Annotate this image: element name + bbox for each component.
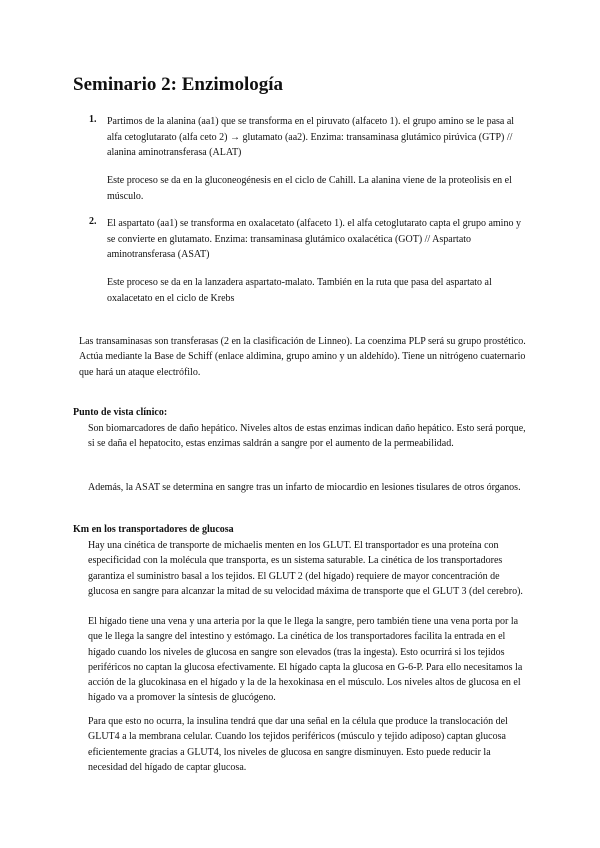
clinico-paragraph-1: Son biomarcadores de daño hepático. Niveles altos de estas enzimas indican daño hepático. Esto será porque, si se daña el hepatocito, estas enzimas saldrán a sangre por el aumento de la permeabilidad. <box>88 423 526 450</box>
transaminasas-paragraph: Las transaminasas son transferasas (2 en la clasificación de Linneo). La coenzima PLP será su grupo prostético. Actúa mediante la Base de Schiff (enlace aldimina, grupo amino y un aldehído). Tiene un nitrógeno cuaternario que hará un ataque electrófilo. <box>79 336 526 378</box>
clinico-paragraph-2: Además, la ASAT se determina en sangre tras un infarto de miocardio en lesiones tisulares de otros órganos. <box>88 482 521 493</box>
km-paragraph-1: Hay una cinética de transporte de michaelis menten en los GLUT. El transportador es una proteína con especificidad con la molécula que transporta, es un sistema saturable. La cinética de los transportadores garantiza el suministro basal a los tejidos. El GLUT 2 (del hígado) requiere de mayor concentración de glucosa en sangre para alcanzar la mitad de su velocidad máxima de transporte que el GLUT 3 (del cerebro). <box>88 540 523 597</box>
clinico-heading: Punto de vista clínico: <box>73 407 168 418</box>
list-item-note: Este proceso se da en la gluconeogénesis en el ciclo de Cahill. La alanina viene de la proteolisis en el músculo. <box>107 175 512 202</box>
km-heading: Km en los transportadores de glucosa <box>73 524 234 535</box>
km-paragraph-2: El hígado tiene una vena y una arteria por la que le llega la sangre, pero también tiene una vena porta por la que le llega la sangre del intestino y estómago. La cinética de los transportadores facilita la entrada en el hígado cuando los niveles de glucosa en sangre son elevados (tras la ingesta). Esto ocurrirá si los tejidos periféricos no captan la glucosa efectivamente. El hígado capta la glucosa en G-6-P. Para ello necesitamos la acción de la glucokinasa en el hígado y la de la hexokinasa en el músculo. Los niveles altos de glucosa en el hígado va a promover la síntesis de glucógeno. <box>88 616 523 704</box>
list-item-text: Partimos de la alanina (aa1) que se transforma en el piruvato (alfaceto 1). el grupo amino se le pasa al alfa cetoglutarato (alfa ceto 2) → glutamato (aa2). Enzima: transaminasa glutámico pirúvica (GTP) // alanina aminotransferasa (ALAT) <box>107 116 515 158</box>
list-item-text: El aspartato (aa1) se transforma en oxalacetato (alfaceto 1). el alfa cetoglutarato capta el grupo amino y se convierte en glutamato. Enzima: transaminasa glutámico oxalacética (GOT) // Aspartato aminotransferasa (ASAT) <box>107 218 521 260</box>
list-item-number: 1. <box>89 114 97 125</box>
list-item-number: 2. <box>89 216 97 227</box>
km-paragraph-3: Para que esto no ocurra, la insulina tendrá que dar una señal en la célula que produce la translocación del GLUT4 a la membrana celular. Cuando los tejidos periféricos (músculo y tejido adiposo) captan glucosa eficientemente gracias a GLUT4, los niveles de glucosa en sangre disminuyen. Esto puede reducir la necesidad del hígado de captar glucosa. <box>88 716 508 773</box>
list-item-note: Este proceso se da en la lanzadera aspartato-malato. También en la ruta que pasa del aspartato al oxalacetato en el ciclo de Krebs <box>107 277 492 304</box>
page-title: Seminario 2: Enzimología <box>73 74 284 95</box>
